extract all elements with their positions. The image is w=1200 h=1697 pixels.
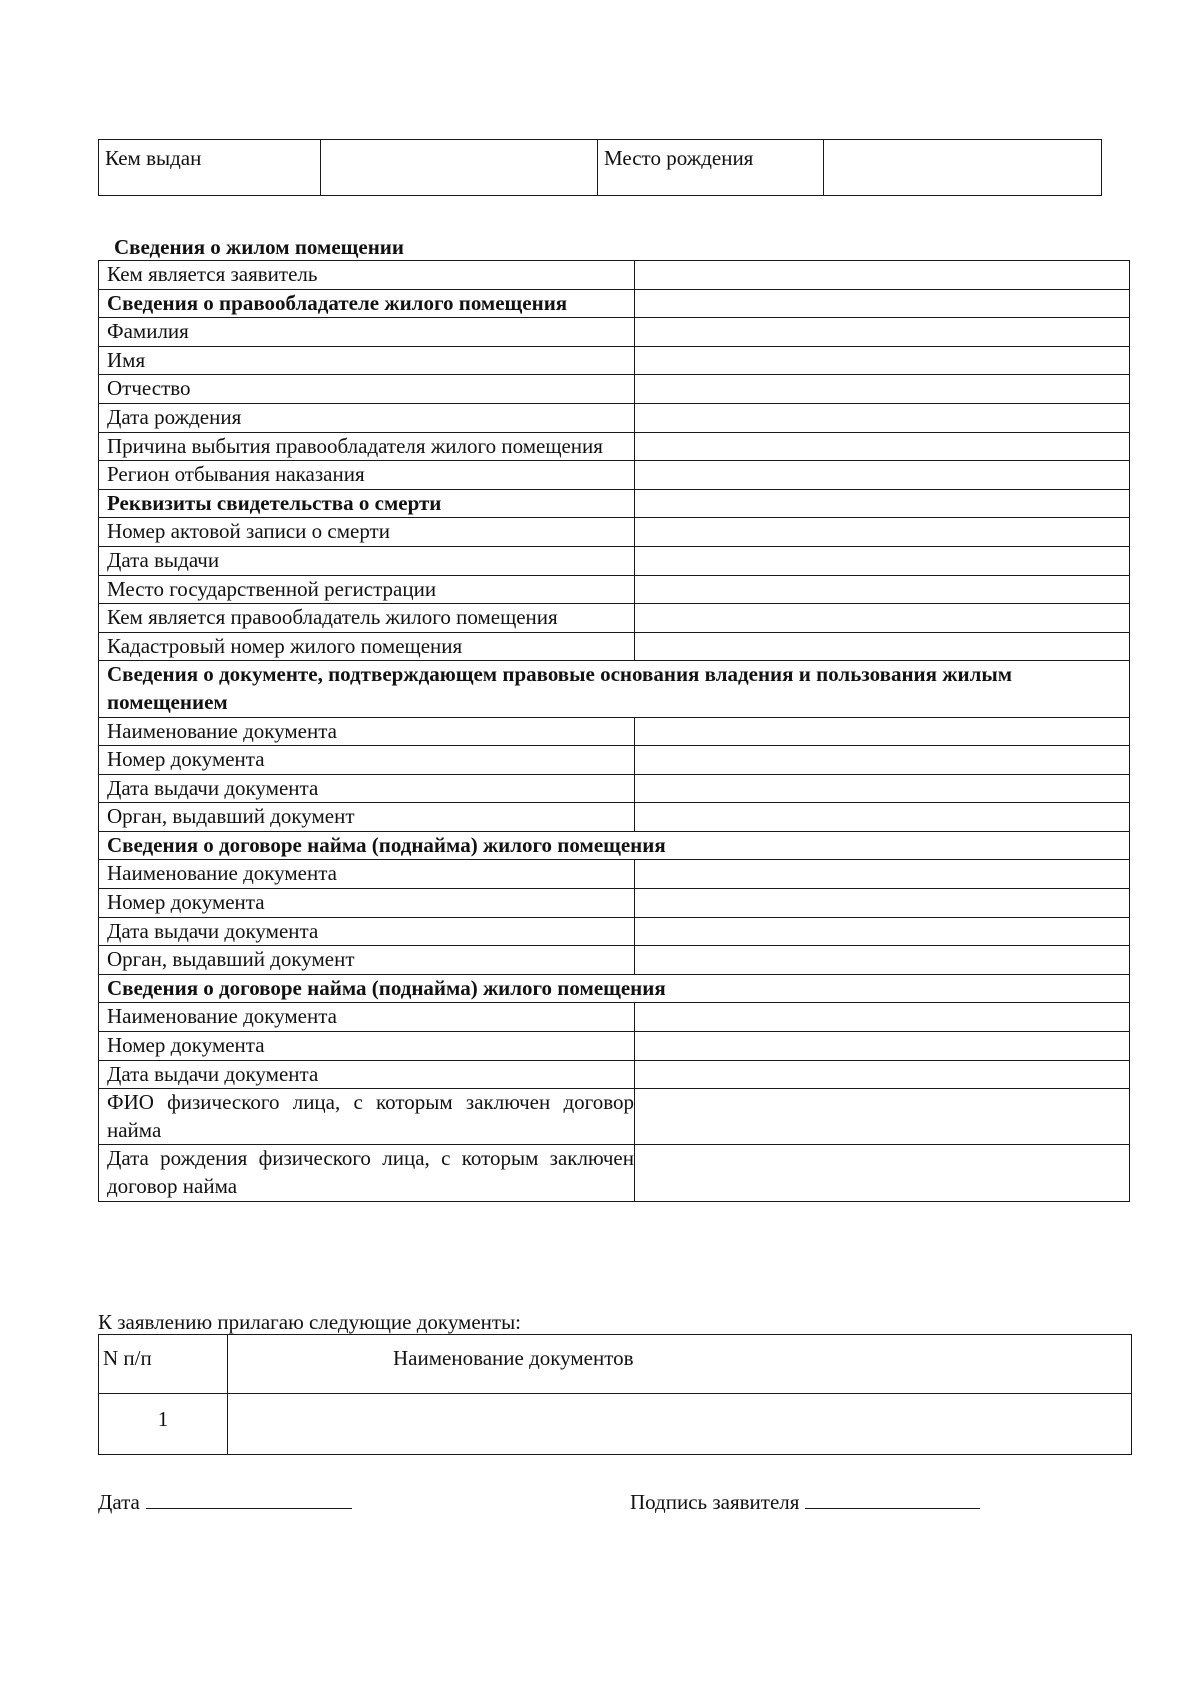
housing-subsection-heading: Сведения о документе, подтверждающем правовые основания владения и пользования жилым помещением: [99, 661, 1130, 717]
housing-row: [99, 403, 1130, 432]
housing-field-value[interactable]: [635, 946, 1130, 975]
housing-field-label: Отчество: [99, 375, 635, 404]
housing-subsection-heading: Сведения о договоре найма (поднайма) жилого помещения: [99, 974, 1130, 1003]
housing-field-value[interactable]: [635, 489, 1130, 518]
housing-row: [99, 1003, 1130, 1032]
housing-field-value[interactable]: [635, 318, 1130, 347]
issued-by-label: Кем выдан: [99, 140, 321, 196]
date-input-line[interactable]: [146, 1488, 352, 1509]
column-header-document-name: Наименование документов: [228, 1335, 1132, 1394]
identity-table: [98, 139, 1102, 196]
housing-row: [99, 432, 1130, 461]
housing-row: [99, 261, 1130, 290]
applicant-signature-block: [630, 1488, 980, 1515]
housing-field-value[interactable]: [635, 461, 1130, 490]
date-label: Дата: [98, 1490, 140, 1514]
housing-row: [99, 318, 1130, 347]
housing-field-value[interactable]: [635, 1089, 1130, 1145]
housing-field-value[interactable]: [635, 889, 1130, 918]
housing-field-value[interactable]: [635, 432, 1130, 461]
signature-input-line[interactable]: [805, 1488, 980, 1509]
attachment-number: 1: [99, 1394, 228, 1455]
housing-row: [99, 661, 1130, 717]
housing-field-label: Дата рождения физического лица, с которым заключен договор найма: [99, 1145, 635, 1201]
housing-row: [99, 604, 1130, 633]
housing-row: [99, 546, 1130, 575]
attachments-header-row: [99, 1335, 1132, 1394]
housing-field-value[interactable]: [635, 375, 1130, 404]
housing-subsection-heading: Сведения о договоре найма (поднайма) жилого помещения: [99, 831, 1130, 860]
housing-field-label: Номер документа: [99, 1032, 635, 1061]
housing-row: [99, 974, 1130, 1003]
housing-field-value[interactable]: [635, 917, 1130, 946]
housing-field-label: Имя: [99, 346, 635, 375]
attachments-table: [98, 1334, 1132, 1455]
issued-by-field[interactable]: [321, 140, 598, 196]
housing-field-value[interactable]: [635, 1060, 1130, 1089]
attachment-name-field[interactable]: [228, 1394, 1132, 1455]
housing-row: [99, 461, 1130, 490]
housing-row: [99, 489, 1130, 518]
housing-field-value[interactable]: [635, 1145, 1130, 1201]
housing-row: [99, 632, 1130, 661]
housing-field-value[interactable]: [635, 1003, 1130, 1032]
housing-field-value[interactable]: [635, 261, 1130, 290]
housing-row: [99, 518, 1130, 547]
housing-field-value[interactable]: [635, 575, 1130, 604]
housing-row: [99, 1089, 1130, 1145]
housing-row: [99, 375, 1130, 404]
housing-field-value[interactable]: [635, 860, 1130, 889]
housing-row: [99, 917, 1130, 946]
housing-row: [99, 289, 1130, 318]
housing-table: [98, 260, 1130, 1202]
housing-field-value[interactable]: [635, 546, 1130, 575]
housing-field-label: Наименование документа: [99, 717, 635, 746]
housing-field-label: Причина выбытия правообладателя жилого помещения: [99, 432, 635, 461]
housing-row: [99, 717, 1130, 746]
housing-field-label: Дата рождения: [99, 403, 635, 432]
housing-field-label: Дата выдачи документа: [99, 917, 635, 946]
housing-field-label: Наименование документа: [99, 1003, 635, 1032]
housing-row: [99, 1032, 1130, 1061]
housing-subsection-heading: Реквизиты свидетельства о смерти: [99, 489, 635, 518]
housing-field-label: Номер актовой записи о смерти: [99, 518, 635, 547]
housing-field-value[interactable]: [635, 289, 1130, 318]
column-header-number: N п/п: [99, 1335, 228, 1394]
housing-field-value[interactable]: [635, 746, 1130, 775]
birthplace-label: Место рождения: [598, 140, 824, 196]
housing-field-value[interactable]: [635, 604, 1130, 633]
housing-field-value[interactable]: [635, 632, 1130, 661]
housing-row: [99, 746, 1130, 775]
birthplace-field[interactable]: [824, 140, 1102, 196]
housing-field-label: Наименование документа: [99, 860, 635, 889]
housing-field-label: Место государственной регистрации: [99, 575, 635, 604]
housing-field-value[interactable]: [635, 403, 1130, 432]
housing-row: [99, 774, 1130, 803]
attachments-intro: К заявлению прилагаю следующие документы:: [98, 1310, 522, 1334]
housing-field-label: Орган, выдавший документ: [99, 803, 635, 832]
date-signature-block: [98, 1488, 352, 1515]
housing-field-label: Кем является правообладатель жилого помещения: [99, 604, 635, 633]
housing-row: [99, 803, 1130, 832]
housing-field-label: Дата выдачи: [99, 546, 635, 575]
signature-label: Подпись заявителя: [630, 1490, 800, 1514]
housing-field-label: Кем является заявитель: [99, 261, 635, 290]
housing-field-label: Регион отбывания наказания: [99, 461, 635, 490]
housing-field-label: Дата выдачи документа: [99, 774, 635, 803]
housing-field-value[interactable]: [635, 1032, 1130, 1061]
housing-subsection-heading: Сведения о правообладателе жилого помещения: [99, 289, 635, 318]
housing-row: [99, 575, 1130, 604]
housing-field-label: Номер документа: [99, 889, 635, 918]
housing-row: [99, 946, 1130, 975]
housing-row: [99, 860, 1130, 889]
housing-field-value[interactable]: [635, 518, 1130, 547]
housing-field-value[interactable]: [635, 803, 1130, 832]
housing-row: [99, 1060, 1130, 1089]
housing-field-value[interactable]: [635, 717, 1130, 746]
attachment-row: [99, 1394, 1132, 1455]
housing-field-label: Дата выдачи документа: [99, 1060, 635, 1089]
housing-row: [99, 346, 1130, 375]
housing-row: [99, 889, 1130, 918]
housing-field-label: Кадастровый номер жилого помещения: [99, 632, 635, 661]
housing-row: [99, 831, 1130, 860]
housing-field-label: ФИО физического лица, с которым заключен договор найма: [99, 1089, 635, 1145]
housing-field-value[interactable]: [635, 346, 1130, 375]
housing-field-label: Номер документа: [99, 746, 635, 775]
housing-row: [99, 1145, 1130, 1201]
housing-field-label: Фамилия: [99, 318, 635, 347]
housing-field-label: Орган, выдавший документ: [99, 946, 635, 975]
housing-section-title: Сведения о жилом помещении: [114, 235, 404, 259]
housing-field-value[interactable]: [635, 774, 1130, 803]
